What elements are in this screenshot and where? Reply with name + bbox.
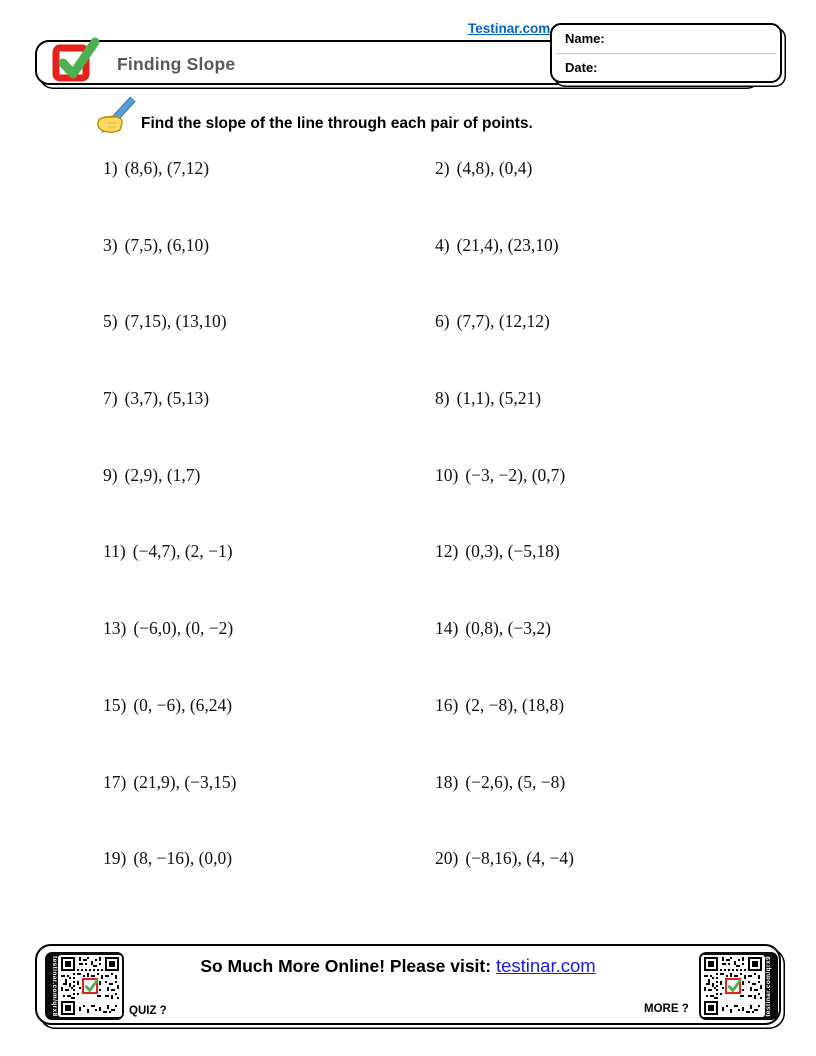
qr-right-block [699, 952, 778, 1020]
name-label: Name: [565, 31, 605, 47]
problem-item-13 [103, 613, 435, 690]
qr-code-icon [703, 957, 763, 1015]
name-field[interactable] [605, 25, 767, 53]
problem-points: (−6,0), (0, −2) [133, 618, 234, 639]
problem-number: 3) [103, 234, 118, 255]
problem-points: (−2,6), (5, −8) [465, 771, 566, 792]
problem-item-7 [103, 383, 435, 460]
problem-number: 8) [435, 388, 450, 409]
problem-points: (2, −8), (18,8) [465, 694, 565, 715]
qr-left-caption: testinar.com/qrx8 [51, 955, 58, 1017]
problem-points: (−3, −2), (0,7) [465, 464, 566, 485]
problem-points: (7,7), (12,12) [456, 311, 550, 332]
problem-item-15 [103, 690, 435, 767]
problem-points: (0, −6), (6,24) [133, 694, 233, 715]
instruction-text: Find the slope of the line through each pair of points. [141, 115, 533, 132]
date-field[interactable] [598, 54, 767, 82]
problem-number: 16) [435, 694, 459, 715]
problem-number: 5) [103, 311, 118, 332]
instruction-row [95, 96, 533, 136]
problem-item-8 [435, 383, 763, 460]
problem-points: (−8,16), (4, −4) [465, 848, 575, 869]
problem-number: 1) [103, 158, 118, 178]
problem-points: (2,9), (1,7) [124, 464, 201, 485]
footer-message: So Much More Online! Please visit: [200, 956, 496, 976]
problem-item-19 [103, 843, 435, 920]
problem-item-11 [103, 536, 435, 613]
problem-item-5 [103, 306, 435, 383]
footer-box [35, 944, 781, 1025]
problem-item-2 [435, 153, 763, 230]
date-row [552, 54, 780, 82]
problem-points: (3,7), (5,13) [124, 388, 210, 409]
problem-points: (0,3), (−5,18) [465, 541, 560, 562]
problem-points: (−4,7), (2, −1) [132, 541, 233, 562]
problem-number: 6) [435, 311, 450, 332]
problem-points: (21,9), (−3,15) [133, 771, 237, 792]
problem-points: (8,6), (7,12) [124, 158, 210, 178]
qr-right-caption: testinar.com/qrx9 [765, 955, 772, 1017]
problem-item-18 [435, 767, 763, 844]
problems-grid [103, 153, 763, 920]
problem-number: 10) [435, 464, 459, 485]
problem-item-20 [435, 843, 763, 920]
problem-points: (8, −16), (0,0) [133, 848, 233, 869]
problem-points: (7,15), (13,10) [124, 311, 227, 332]
problem-number: 7) [103, 388, 118, 409]
problem-item-12 [435, 536, 763, 613]
problem-item-3 [103, 230, 435, 307]
problem-number: 12) [435, 541, 459, 562]
problem-number: 9) [103, 464, 118, 485]
problem-item-10 [435, 460, 763, 537]
name-row [552, 25, 780, 53]
hand-pencil-icon [95, 96, 139, 136]
problem-points: (0,8), (−3,2) [465, 618, 552, 639]
site-link[interactable]: Testinar.com [468, 21, 551, 36]
problem-points: (4,8), (0,4) [456, 158, 533, 178]
problem-number: 2) [435, 158, 450, 178]
problem-item-16 [435, 690, 763, 767]
problem-item-6 [435, 306, 763, 383]
problem-number: 15) [103, 694, 127, 715]
page-title: Finding Slope [117, 54, 236, 74]
problem-number: 11) [103, 541, 126, 562]
quiz-label: QUIZ ? [129, 1005, 167, 1017]
problem-points: (1,1), (5,21) [456, 388, 542, 409]
problem-points: (21,4), (23,10) [456, 234, 559, 255]
problem-number: 19) [103, 848, 127, 869]
checkbox-logo-icon [50, 34, 102, 86]
problem-item-14 [435, 613, 763, 690]
footer-link[interactable]: testinar.com [495, 955, 596, 976]
more-label: MORE ? [644, 1003, 689, 1015]
problem-number: 20) [435, 848, 459, 869]
problem-number: 13) [103, 618, 127, 639]
problem-item-1 [103, 153, 435, 230]
problem-number: 18) [435, 771, 459, 792]
date-label: Date: [565, 59, 598, 75]
problem-number: 14) [435, 618, 459, 639]
problem-number: 17) [103, 771, 127, 792]
qr-right-code [701, 955, 765, 1017]
footer-message-row [37, 955, 759, 977]
problem-points: (7,5), (6,10) [124, 234, 210, 255]
name-date-box [550, 23, 782, 83]
problem-item-4 [435, 230, 763, 307]
problem-item-17 [103, 767, 435, 844]
problem-number: 4) [435, 234, 450, 255]
problem-item-9 [103, 460, 435, 537]
